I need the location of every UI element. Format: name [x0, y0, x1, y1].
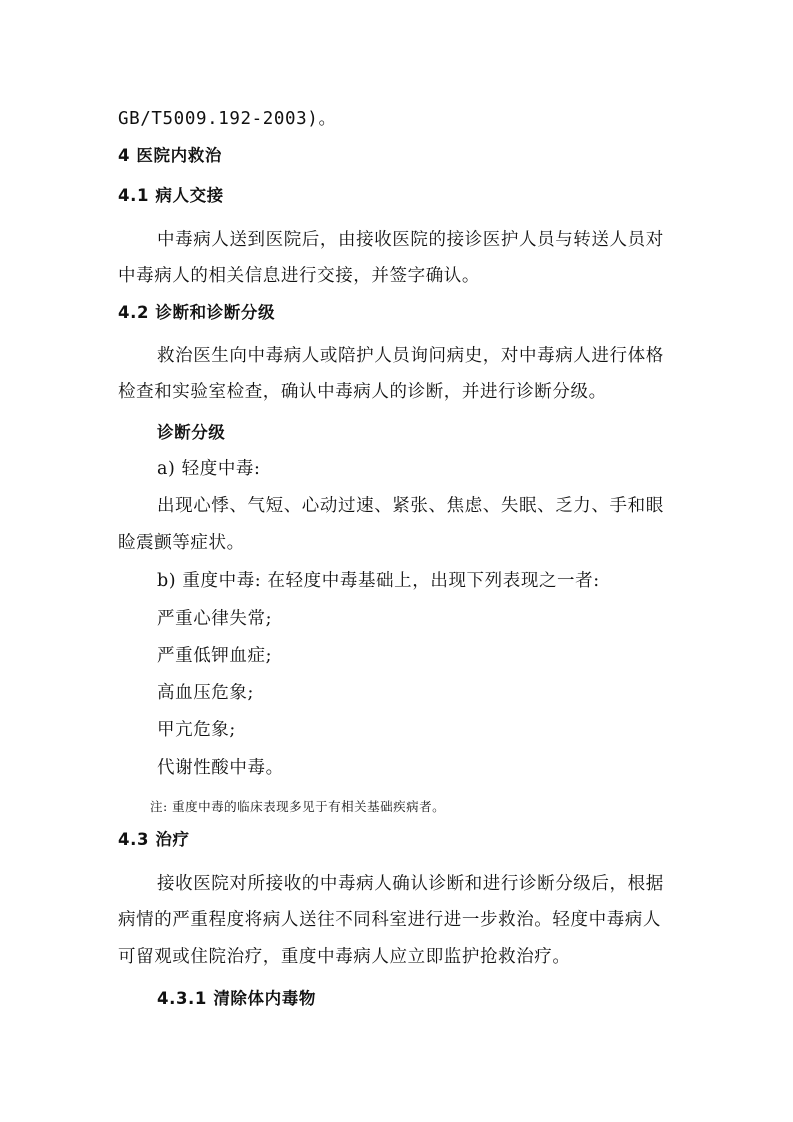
section-heading-4-1: 4.1 病人交接	[118, 186, 224, 205]
paragraph-line: 检查和实验室检查，确认中毒病人的诊断，并进行诊断分级。	[118, 382, 607, 402]
list-item: 严重低钾血症;	[157, 646, 273, 666]
list-item: 高血压危象;	[157, 683, 254, 703]
paragraph-line: 救治医生向中毒病人或陪护人员询问病史，对中毒病人进行体格	[157, 346, 664, 366]
paragraph-line: 出现心悸、气短、心动过速、紧张、焦虑、失眠、乏力、手和眼	[157, 496, 664, 516]
section-heading-4: 4 医院内救治	[118, 146, 222, 165]
paragraph-line: 可留观或住院治疗，重度中毒病人应立即监护抢救治疗。	[118, 947, 571, 967]
subheading-diagnosis-grading: 诊断分级	[157, 423, 226, 442]
section-heading-4-2: 4.2 诊断和诊断分级	[118, 303, 276, 322]
paragraph-line: 睑震颤等症状。	[118, 533, 245, 553]
paragraph-line: 病情的严重程度将病人送往不同科室进行进一步救治。轻度中毒病人	[118, 910, 661, 930]
list-item: b) 重度中毒: 在轻度中毒基础上，出现下列表现之一者:	[157, 571, 600, 591]
section-heading-4-3-1: 4.3.1 清除体内毒物	[157, 989, 316, 1008]
list-item: 甲亢危象;	[157, 720, 236, 740]
reference-standard-line: GB/T5009.192-2003)。	[118, 109, 337, 129]
list-item: 严重心律失常;	[157, 609, 273, 629]
list-item: a) 轻度中毒:	[157, 459, 261, 479]
paragraph-line: 中毒病人送到医院后，由接收医院的接诊医护人员与转送人员对	[157, 230, 664, 250]
section-heading-4-3: 4.3 治疗	[118, 830, 190, 849]
note-line: 注: 重度中毒的临床表现多见于有相关基础疾病者。	[150, 799, 446, 814]
list-item: 代谢性酸中毒。	[157, 758, 284, 778]
paragraph-line: 接收医院对所接收的中毒病人确认诊断和进行诊断分级后，根据	[157, 874, 664, 894]
paragraph-line: 中毒病人的相关信息进行交接，并签字确认。	[118, 266, 480, 286]
